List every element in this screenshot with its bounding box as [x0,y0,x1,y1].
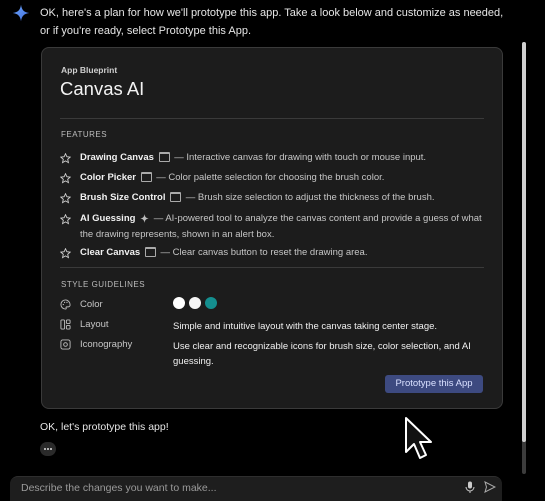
iconography-value: Use clear and recognizable icons for brush size, color selection, and AI guessing. [173,341,471,367]
color-swatch [205,297,217,309]
feature-name: Color Picker [80,172,136,183]
typing-indicator [40,442,56,456]
style-label: Color [80,299,103,310]
composer-placeholder: Describe the changes you want to make... [21,482,217,494]
layout-value: Simple and intuitive layout with the canvas taking center stage. [173,321,438,332]
color-swatch [173,297,185,309]
window-icon [141,172,152,182]
window-icon [145,247,156,257]
features-heading: FEATURES [61,130,108,139]
blueprint-kicker: App Blueprint [61,65,118,75]
style-guidelines-heading: STYLE GUIDELINES [61,280,146,289]
divider [60,267,484,268]
feature-desc: — Interactive canvas for drawing with touch or mouse input. [174,152,427,163]
star-icon [60,193,71,204]
intro-message: OK, here's a plan for how we'll prototype this app. Take a look below and customize as needed, or if you're ready, select Prototype this App. [40,7,504,37]
color-swatches [173,297,493,314]
send-icon[interactable] [484,481,496,493]
feature-name: Drawing Canvas [80,152,154,163]
prototype-this-app-button[interactable]: Prototype this App [385,375,483,393]
feature-name: Brush Size Control [80,192,166,203]
mic-icon[interactable] [465,481,475,493]
window-icon [170,192,181,202]
feature-desc: — AI-powered tool to analyze the canvas content and provide a guess of what the drawing represents, shown in an alert box. [80,213,482,240]
style-label: Layout [80,319,109,330]
star-icon [60,248,71,259]
reply-message: OK, let's prototype this app! [40,421,169,433]
iconography-icon [60,339,71,350]
feature-name: AI Guessing [80,213,136,224]
feature-desc: — Color palette selection for choosing the brush color. [156,172,385,183]
feature-desc: — Clear canvas button to reset the drawing area. [160,247,368,258]
star-icon [60,214,71,225]
window-icon [159,152,170,162]
mouse-pointer-icon [404,416,434,462]
sparkle-icon [140,214,149,223]
palette-icon [60,299,71,310]
scrollbar-thumb[interactable] [522,42,526,442]
app-blueprint-card [41,47,503,409]
star-icon [60,173,71,184]
gemini-sparkle-icon [12,4,30,22]
style-label: Iconography [80,339,133,350]
divider [60,118,484,119]
app-title: Canvas AI [60,78,145,99]
message-composer[interactable] [10,476,502,501]
layout-icon [60,319,71,330]
feature-name: Clear Canvas [80,247,141,258]
feature-desc: — Brush size selection to adjust the thickness of the brush. [185,192,435,203]
color-swatch [189,297,201,309]
star-icon [60,153,71,164]
